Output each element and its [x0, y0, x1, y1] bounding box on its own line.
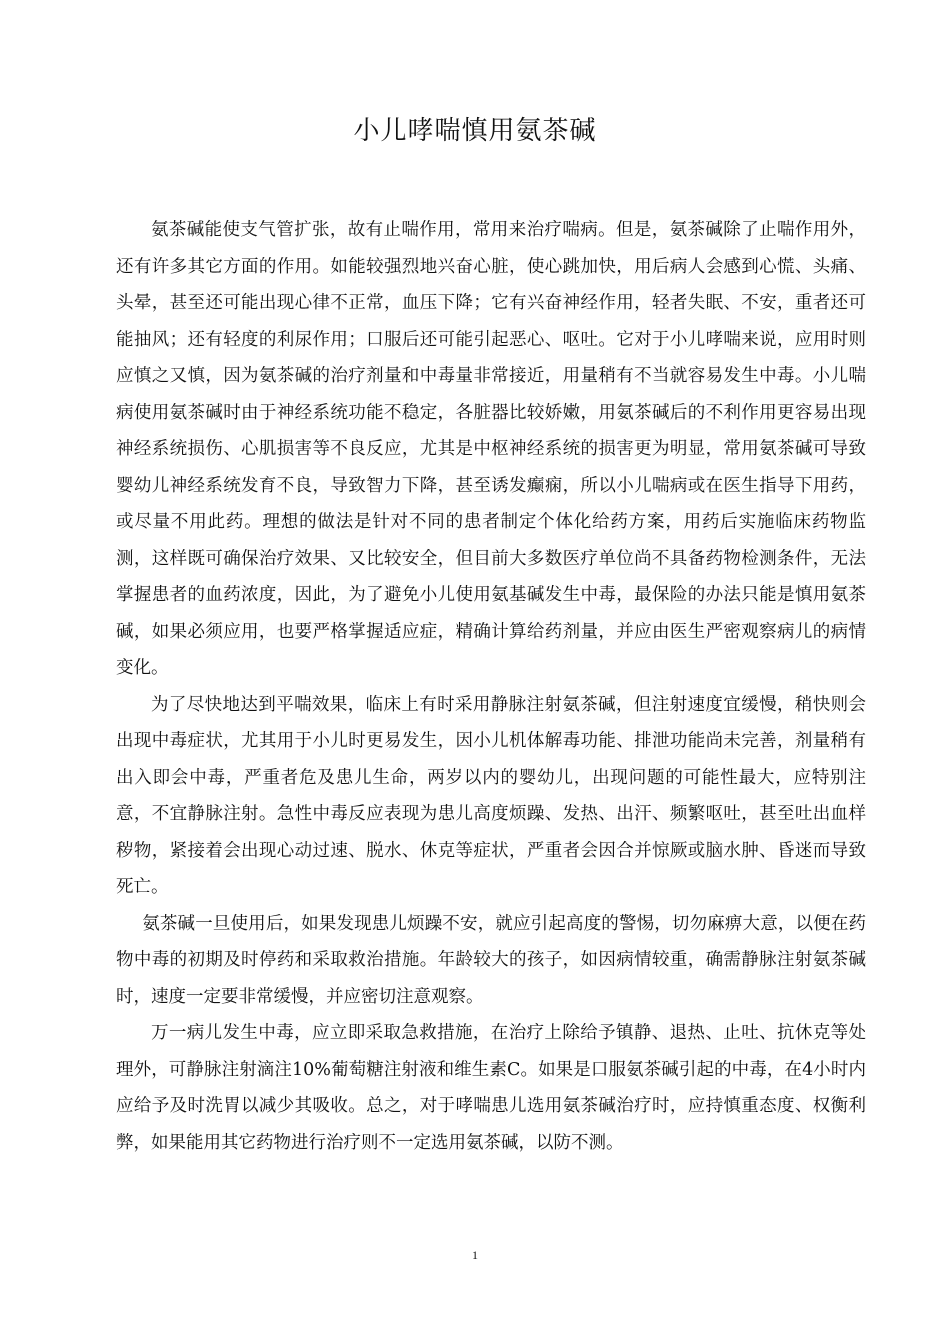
document-title: 小儿哮喘慎用氨茶碱 — [353, 116, 597, 146]
document-body — [116, 212, 866, 1161]
paragraph: 氨茶碱一旦使用后，如果发现患儿烦躁不安，就应引起高度的警惕，切勿麻痹大意，以便在药物中毒的初期及时停药和采取救治措施。年龄较大的孩子，如因病情较重，确需静脉注射氨茶碱时，速度一定要非常缓慢，并应密切注意观察。 — [116, 913, 866, 1007]
paragraph: 为了尽快地达到平喘效果，临床上有时采用静脉注射氨茶碱，但注射速度宜缓慢，稍快则会出现中毒症状，尤其用于小儿时更易发生，因小儿机体解毒功能、排泄功能尚未完善，剂量稍有出入即会中毒，严重者危及患儿生命，两岁以内的婴幼儿，出现问题的可能性最大，应特别注意，不宜静脉注射。急性中毒反应表现为患儿高度烦躁、发热、出汗、频繁呕吐，甚至吐出血样秽物，紧接着会出现心动过速、脱水、休克等症状，严重者会因合并惊厥或脑水肿、昏迷而导致死亡。 — [116, 694, 866, 897]
paragraph: 氨茶碱能使支气管扩张，故有止喘作用，常用来治疗喘病。但是，氨茶碱除了止喘作用外，还有许多其它方面的作用。如能较强烈地兴奋心脏，使心跳加快，用后病人会感到心慌、头痛、头晕，甚至还可能出现心律不正常，血压下降；它有兴奋神经作用，轻者失眠、不安，重者还可能抽风；还有轻度的利尿作用；口服后还可能引起恶心、呕吐。它对于小儿哮喘来说，应用时则应慎之又慎，因为氨茶碱的治疗剂量和中毒量非常接近，用量稍有不当就容易发生中毒。小儿喘病使用氨茶碱时由于神经系统功能不稳定，各脏器比较娇嫩，用氨茶碱后的不利作用更容易出现神经系统损伤、心肌损害等不良反应，尤其是中枢神经系统的损害更为明显，常用氨茶碱可导致婴幼儿神经系统发育不良，导致智力下降，甚至诱发癫痫，所以小儿喘病或在医生指导下用药，或尽量不用此药。理想的做法是针对不同的患者制定个体化给药方案，用药后实施临床药物监测，这样既可确保治疗效果、又比较安全，但目前大多数医疗单位尚不具备药物检测条件，无法掌握患者的血药浓度，因此，为了避免小儿使用氨基碱发生中毒，最保险的办法只能是慎用氨茶碱，如果必须应用，也要严格掌握适应症，精确计算给药剂量，并应由医生严密观察病儿的病情变化。 — [116, 220, 866, 678]
page-number: 1 — [472, 1248, 478, 1262]
paragraph: 万一病儿发生中毒，应立即采取急救措施，在治疗上除给予镇静、退热、止吐、抗休克等处理外，可静脉注射滴注10%葡萄糖注射液和维生素C。如果是口服氨茶碱引起的中毒，在4小时内应给予及时洗胃以减少其吸收。总之，对于哮喘患儿选用氨茶碱治疗时，应持慎重态度、权衡利弊，如果能用其它药物进行治疗则不一定选用氨茶碱，以防不测。 — [116, 1023, 866, 1153]
